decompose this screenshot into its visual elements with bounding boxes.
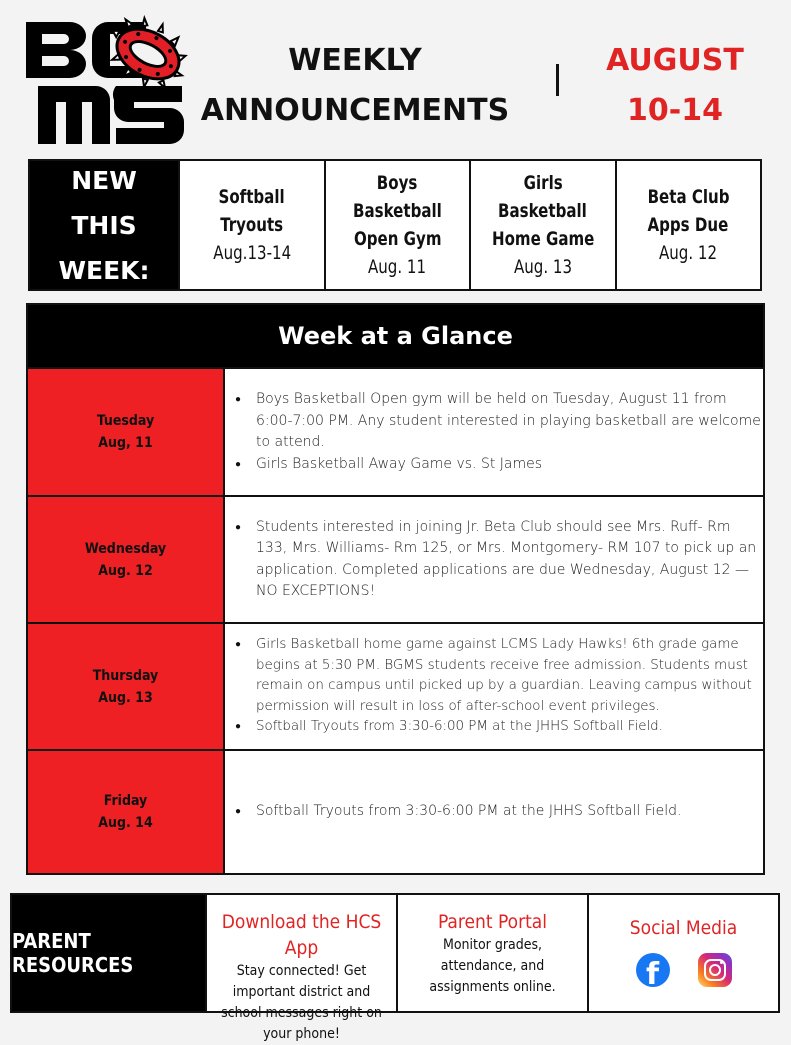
day-label — [28, 751, 223, 873]
day-details — [223, 369, 763, 495]
hcs-app-link[interactable]: Download the HCS App — [221, 911, 382, 959]
week-at-a-glance — [26, 303, 765, 875]
event-title: Beta Club — [647, 186, 730, 208]
event-date: Aug. 13 — [513, 256, 572, 278]
day-name: Friday — [103, 793, 148, 809]
week-at-a-glance-title: Week at a Glance — [28, 305, 763, 367]
list-item: ● Girls Basketball home game against LCMS Lady Hawks! 6th grade game begins at 5:30 PM. BGMS students receive free admission. Students must remain on campus until picked up by a guardian. Leaving campus without permission will result in loss of after-school event privileges. — [235, 635, 763, 717]
day-label — [28, 624, 223, 749]
title-line-2: ANNOUNCEMENTS — [200, 93, 510, 128]
event-girls-basketball-home-game — [469, 161, 615, 289]
parent-portal-link[interactable]: Parent Portal — [437, 911, 548, 933]
parent-portal-description: Monitor grades, attendance, and assignments online. — [429, 937, 556, 995]
hcs-app-card[interactable] — [205, 895, 396, 1042]
day-row-wednesday — [28, 495, 763, 622]
week-date — [595, 36, 755, 136]
day-details — [223, 751, 763, 873]
event-softball-tryouts — [178, 161, 324, 289]
hcs-app-description: Stay connected! Get important district and school messages right on your phone! — [221, 963, 382, 1042]
day-details — [223, 497, 763, 622]
label-line: THIS — [71, 210, 137, 240]
social-icons — [636, 953, 732, 992]
event-title: Home Game — [491, 228, 594, 250]
event-date: Aug.13-14 — [212, 242, 291, 264]
new-this-week — [28, 159, 762, 291]
header-divider — [556, 64, 559, 96]
event-date: Aug. 12 — [659, 242, 718, 264]
new-this-week-label — [30, 161, 178, 289]
day-details — [223, 624, 763, 749]
event-title: Basketball — [352, 200, 442, 222]
label-line: WEEK: — [58, 255, 150, 285]
parent-portal-card[interactable] — [396, 895, 587, 1011]
event-title: Softball — [218, 186, 285, 208]
day-date: Aug, 11 — [98, 435, 153, 451]
date-line-1: AUGUST — [606, 43, 744, 78]
day-label — [28, 369, 223, 495]
title-line-1: WEEKLY — [288, 43, 422, 78]
day-name: Wednesday — [84, 540, 167, 557]
day-row-tuesday — [28, 367, 763, 495]
social-media-heading: Social Media — [629, 917, 738, 939]
event-title: Tryouts — [220, 214, 284, 236]
list-item: ● Boys Basketball Open gym will be held on Tuesday, August 11 from 6:00-7:00 PM. Any student interested in playing basketball are welcome to attend. — [235, 389, 763, 454]
list-item: ● Students interested in joining Jr. Beta Club should see Mrs. Ruff- Rm 133, Mrs. Williams- Rm 125, or Mrs. Montgomery- RM 107 to pick up an application. Completed applications are due Wednesday, August 12 — NO EXCEPTIONS! — [235, 517, 763, 603]
parent-resources-label: PARENT RESOURCES — [12, 895, 205, 1011]
event-title: Boys — [376, 172, 418, 194]
list-item: ● Girls Basketball Away Game vs. St James — [235, 454, 763, 476]
day-name: Thursday — [92, 667, 159, 684]
social-media-card — [587, 895, 778, 1011]
date-line-2: 10-14 — [627, 93, 723, 128]
facebook-icon[interactable]: f — [636, 953, 670, 987]
day-date: Aug. 14 — [98, 815, 153, 831]
event-date: Aug. 11 — [368, 256, 427, 278]
page-title — [195, 36, 515, 136]
event-title: Basketball — [498, 200, 588, 222]
event-title: Open Gym — [353, 228, 442, 250]
day-name: Tuesday — [96, 413, 155, 429]
day-date: Aug. 13 — [98, 689, 153, 706]
list-item: ● Softball Tryouts from 3:30-6:00 PM at the JHHS Softball Field. — [235, 801, 681, 823]
parent-resources — [10, 893, 780, 1042]
school-logo — [22, 10, 187, 150]
event-title: Apps Due — [647, 214, 729, 236]
day-row-friday — [28, 749, 763, 873]
event-beta-club-apps-due — [615, 161, 761, 289]
instagram-icon[interactable] — [698, 953, 732, 987]
collar-icon — [96, 5, 198, 100]
day-date: Aug. 12 — [98, 562, 153, 579]
event-boys-basketball-open-gym — [324, 161, 470, 289]
day-row-thursday — [28, 622, 763, 749]
day-label — [28, 497, 223, 622]
label-line: NEW — [71, 165, 137, 195]
list-item: ● Softball Tryouts from 3:30-6:00 PM at the JHHS Softball Field. — [235, 717, 763, 738]
event-title: Girls — [523, 172, 563, 194]
